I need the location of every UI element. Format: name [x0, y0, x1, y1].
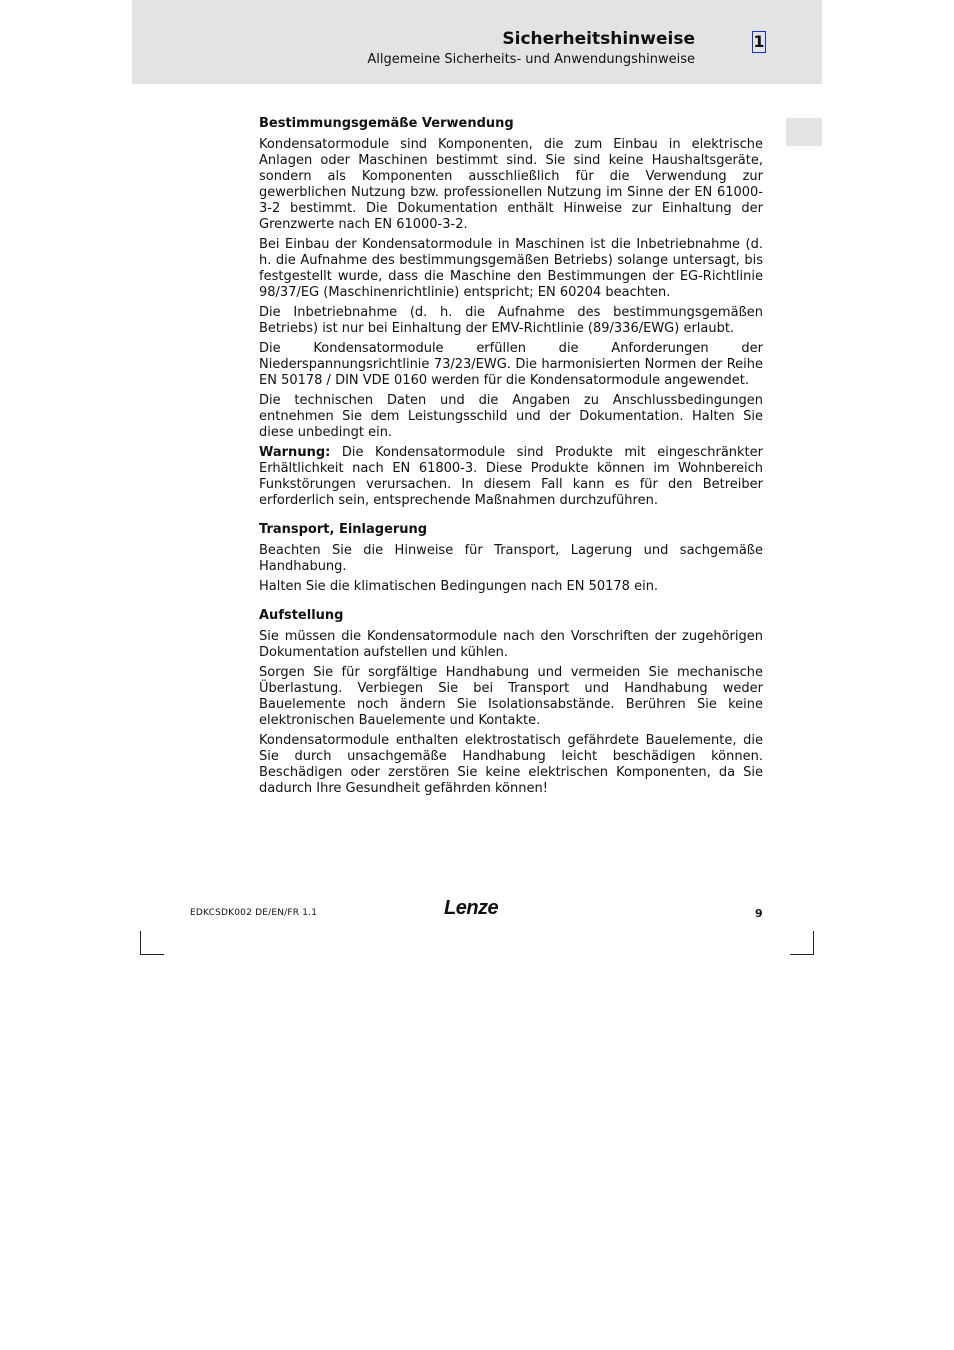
- document-id: EDKCSDK002 DE/EN/FR 1.1: [190, 908, 318, 918]
- paragraph: Kondensatormodule enthalten elektrostatisch gefährdete Bauelemente, die Sie durch unsachgemäße Handhabung leicht beschädigen können. Beschädigen oder zerstören Sie keine elektrischen Komponenten, da Sie dadurch Ihre Gesundheit gefährden können!: [259, 733, 763, 796]
- page-content: [259, 115, 763, 801]
- warning-text: Die Kondensatormodule sind Produkte mit eingeschränkter Erhältlichkeit nach EN 61800-3. Diese Produkte können im Wohnbereich Funkstörungen verursachen. In diesem Fall kann es für den Betreiber erforderlich sein, entsprechende Maßnahmen durchzuführen.: [259, 445, 763, 508]
- warning-label: Warnung:: [259, 445, 331, 460]
- paragraph: Die Kondensatormodule erfüllen die Anforderungen der Niederspannungsrichtlinie 73/23/EWG. Die harmonisierten Normen der Reihe EN 50178 / DIN VDE 0160 werden für die Kondensatormodule angewendet.: [259, 341, 763, 388]
- paragraph: Halten Sie die klimatischen Bedingungen nach EN 50178 ein.: [259, 579, 659, 594]
- crop-mark-left-horizontal: [140, 954, 164, 955]
- crop-mark-left-vertical: [140, 931, 141, 955]
- lenze-logo: Lenze: [444, 897, 499, 919]
- warning-paragraph: [259, 445, 763, 509]
- header-band: [132, 0, 822, 84]
- chapter-title: Sicherheitshinweise: [502, 29, 695, 49]
- paragraph: Beachten Sie die Hinweise für Transport, Lagerung und sachgemäße Handhabung.: [259, 543, 763, 574]
- paragraph: Die Inbetriebnahme (d. h. die Aufnahme des bestimmungsgemäßen Betriebs) ist nur bei Einhaltung der EMV-Richtlinie (89/336/EWG) erlaubt.: [259, 305, 763, 336]
- crop-mark-right-horizontal: [790, 954, 814, 955]
- paragraph: Sie müssen die Kondensatormodule nach den Vorschriften der zugehörigen Dokumentation aufstellen und kühlen.: [259, 629, 763, 660]
- chapter-number-link[interactable]: 1: [753, 32, 765, 51]
- paragraph: Bei Einbau der Kondensatormodule in Maschinen ist die Inbetriebnahme (d. h. die Aufnahme des bestimmungsgemäßen Betriebs) solange untersagt, bis festgestellt wurde, dass die Maschine den Bestimmungen der EG-Richtlinie 98/37/EG (Maschinenrichtlinie) entspricht; EN 60204 beachten.: [259, 237, 763, 300]
- crop-mark-right-vertical: [813, 931, 814, 955]
- section-heading-installation: Aufstellung: [259, 608, 344, 623]
- paragraph: Sorgen Sie für sorgfältige Handhabung und vermeiden Sie mechanische Überlastung. Verbiegen Sie bei Transport und Handhabung weder Bauelemente noch ändern Sie Isolationsabstände. Berühren Sie keine elektronischen Bauelemente und Kontakte.: [259, 665, 763, 728]
- section-heading-intended-use: Bestimmungsgemäße Verwendung: [259, 116, 514, 131]
- section-heading-transport: Transport, Einlagerung: [259, 522, 428, 537]
- chapter-subtitle: Allgemeine Sicherheits- und Anwendungshinweise: [367, 52, 695, 67]
- chapter-side-tab: [786, 118, 822, 146]
- paragraph: Die technischen Daten und die Angaben zu Anschlussbedingungen entnehmen Sie dem Leistungsschild und der Dokumentation. Halten Sie diese unbedingt ein.: [259, 393, 763, 440]
- page-number: 9: [755, 907, 763, 920]
- paragraph: Kondensatormodule sind Komponenten, die zum Einbau in elektrische Anlagen oder Maschinen bestimmt sind. Sie sind keine Haushaltsgeräte, sondern als Komponenten ausschließlich für die Verwendung zur gewerblichen Nutzung bzw. professionellen Nutzung im Sinne der EN 61000-3-2 bestimmt. Die Dokumentation enthält Hinweise zur Einhaltung der Grenzwerte nach EN 61000-3-2.: [259, 137, 763, 232]
